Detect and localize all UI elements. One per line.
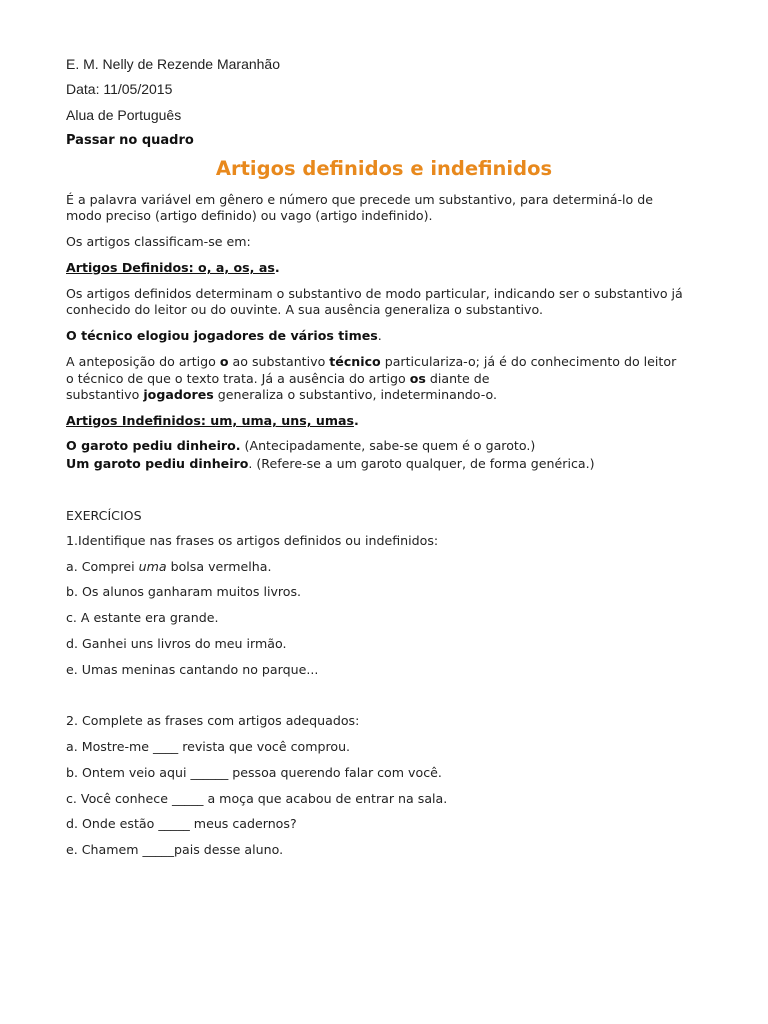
q2-item-e: e. Chamem _____pais desse aluno. bbox=[66, 842, 284, 857]
definidos-heading-end: . bbox=[274, 260, 280, 275]
definidos-desc-1: Os artigos definidos determinam o substantivo de modo particular, indicando ser o substantivo já bbox=[66, 286, 683, 301]
definidos-example-end: . bbox=[377, 328, 382, 343]
date-line: Data: 11/05/2015 bbox=[66, 81, 173, 97]
definidos-desc-2: conhecido do leitor ou do ouvinte. A sua ausência generaliza o substantivo. bbox=[66, 302, 543, 317]
item-text: a. Comprei bbox=[66, 559, 139, 574]
q1-prompt: 1.Identifique nas frases os artigos definidos ou indefinidos: bbox=[66, 533, 439, 548]
indefinidos-example-1 bbox=[66, 438, 535, 454]
example-rest: (Antecipadamente, sabe-se quem é o garoto.) bbox=[240, 438, 536, 453]
indefinidos-heading-end: . bbox=[353, 413, 359, 428]
explanation-line-2 bbox=[66, 371, 490, 387]
q2-item-a: a. Mostre-me ____ revista que você comprou. bbox=[66, 739, 351, 754]
instruction-line: Passar no quadro bbox=[66, 133, 194, 148]
exp-bold: os bbox=[409, 371, 426, 386]
example-rest: . (Refere-se a um garoto qualquer, de forma genérica.) bbox=[248, 456, 595, 471]
explanation-line-1 bbox=[66, 354, 676, 370]
exercicios-heading: EXERCÍCIOS bbox=[66, 508, 142, 523]
example-bold: Um garoto pediu dinheiro bbox=[66, 456, 249, 471]
indefinidos-example-2 bbox=[66, 456, 595, 472]
exp-bold: técnico bbox=[329, 354, 381, 369]
exp-text: A anteposição do artigo bbox=[66, 354, 220, 369]
subject-line: Alua de Português bbox=[66, 107, 182, 123]
school-name: E. M. Nelly de Rezende Maranhão bbox=[66, 56, 280, 72]
exp-text: substantivo bbox=[66, 387, 144, 402]
exp-bold: o bbox=[219, 354, 229, 369]
exp-bold: jogadores bbox=[143, 387, 214, 402]
item-text: bolsa vermelha. bbox=[166, 559, 272, 574]
definidos-example-text: O técnico elogiou jogadores de vários times bbox=[66, 328, 378, 343]
intro-line-2: modo preciso (artigo definido) ou vago (artigo indefinido). bbox=[66, 208, 433, 223]
exp-text: particulariza-o; já é do conhecimento do leitor bbox=[380, 354, 677, 369]
q1-item-b: b. Os alunos ganharam muitos livros. bbox=[66, 584, 302, 599]
q1-item-e: e. Umas meninas cantando no parque... bbox=[66, 662, 319, 677]
q1-item-d: d. Ganhei uns livros do meu irmão. bbox=[66, 636, 287, 651]
definidos-heading-text: Artigos Definidos: o, a, os, as bbox=[66, 260, 275, 275]
q2-item-b: b. Ontem veio aqui ______ pessoa querendo falar com você. bbox=[66, 765, 442, 780]
indefinidos-heading-text: Artigos Indefinidos: um, uma, uns, umas bbox=[66, 413, 354, 428]
q1-item-a bbox=[66, 559, 271, 575]
example-bold: O garoto pediu dinheiro. bbox=[66, 438, 241, 453]
indefinidos-heading bbox=[66, 413, 359, 429]
item-emphasis: uma bbox=[138, 559, 167, 574]
page-title: Artigos definidos e indefinidos bbox=[215, 157, 553, 180]
q2-prompt: 2. Complete as frases com artigos adequados: bbox=[66, 713, 360, 728]
classify-line: Os artigos classificam-se em: bbox=[66, 234, 251, 249]
exp-text: o técnico de que o texto trata. Já a ausência do artigo bbox=[66, 371, 410, 386]
definidos-heading bbox=[66, 260, 280, 276]
intro-line-1: É a palavra variável em gênero e número que precede um substantivo, para determiná-lo de bbox=[66, 192, 653, 207]
q2-item-c: c. Você conhece _____ a moça que acabou de entrar na sala. bbox=[66, 791, 448, 806]
explanation-line-3 bbox=[66, 387, 497, 403]
q2-item-d: d. Onde estão _____ meus cadernos? bbox=[66, 816, 297, 831]
q1-item-c: c. A estante era grande. bbox=[66, 610, 219, 625]
exp-text: diante de bbox=[425, 371, 490, 386]
exp-text: ao substantivo bbox=[228, 354, 330, 369]
definidos-example bbox=[66, 328, 382, 344]
exp-text: generaliza o substantivo, indeterminando-o. bbox=[213, 387, 498, 402]
